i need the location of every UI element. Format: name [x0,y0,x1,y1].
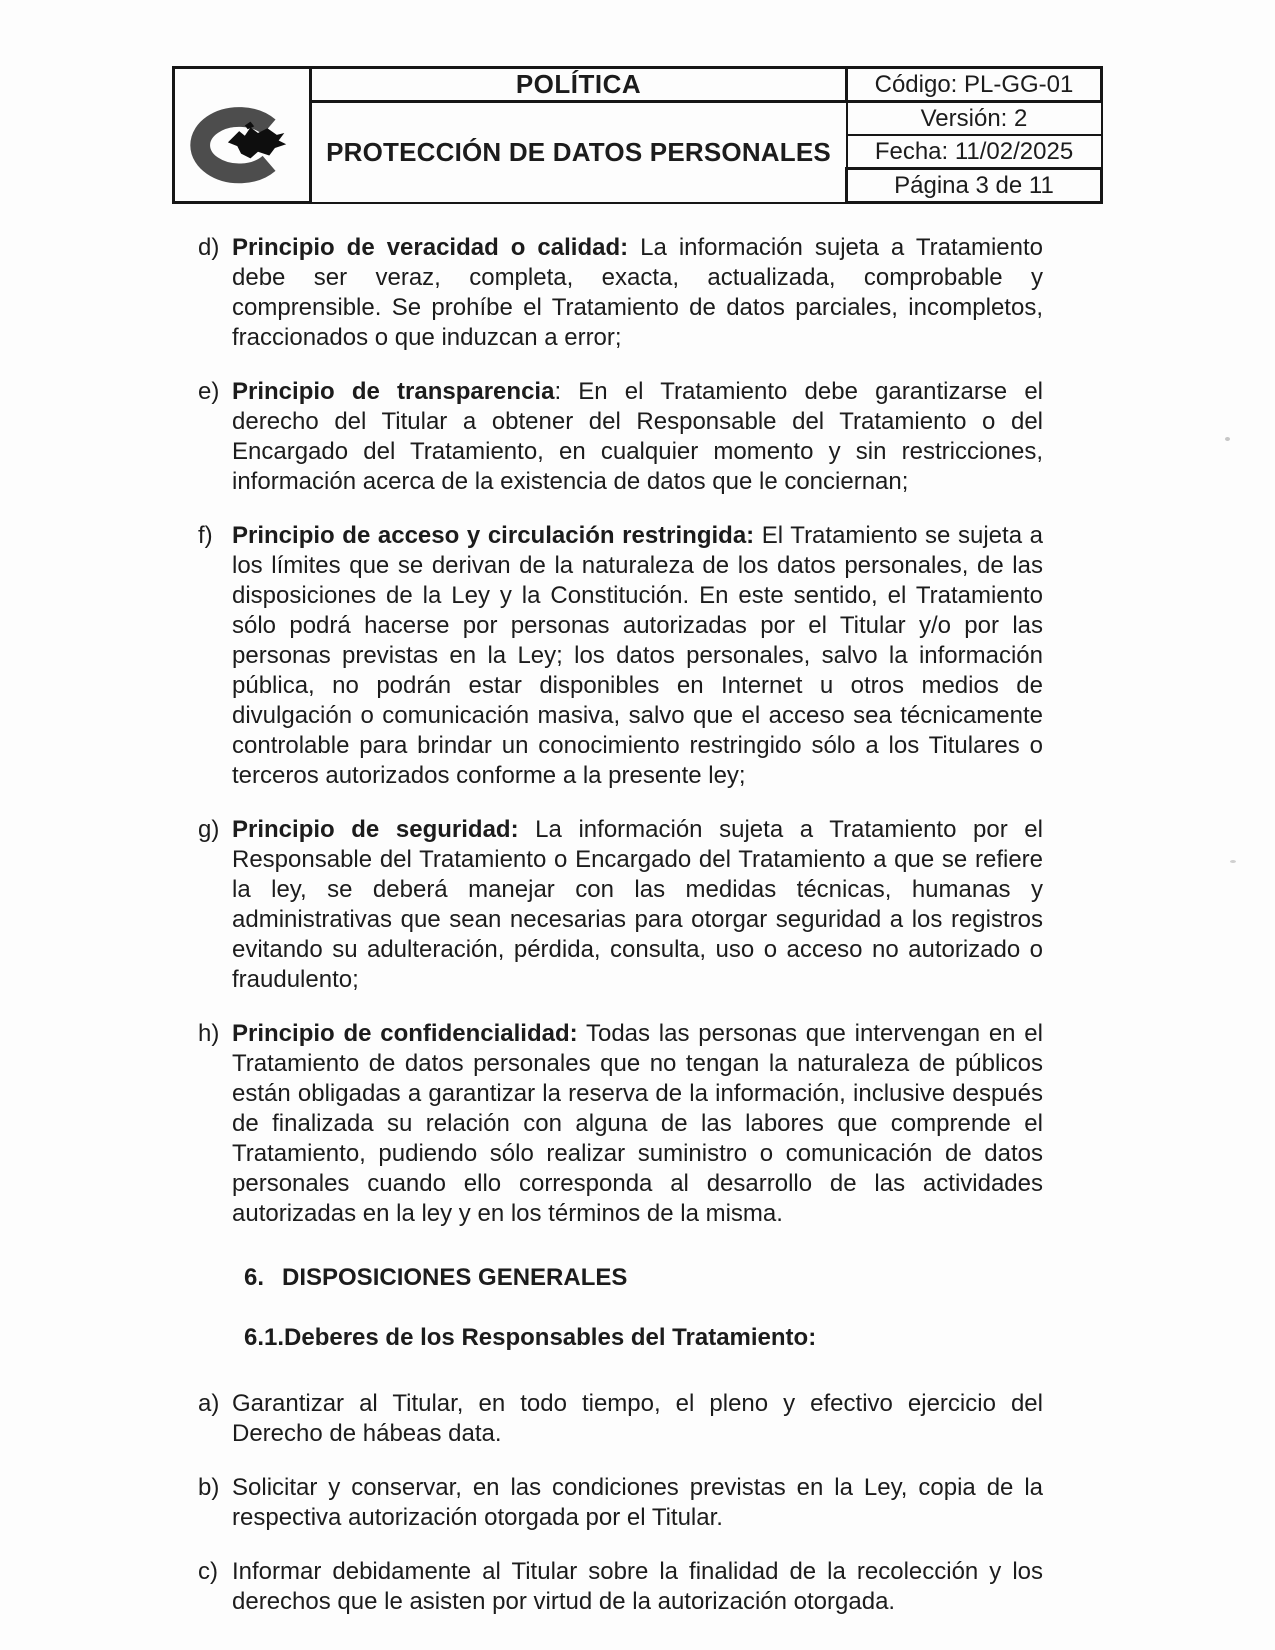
header-subtitle: PROTECCIÓN DE DATOS PERSONALES [311,102,847,203]
list-item-f [198,521,1043,791]
scan-speck [1230,860,1236,863]
scan-speck [1225,437,1230,441]
principle-body: Todas las personas que intervengan en el Tratamiento de datos personales que no tengan la naturaleza de públicos están obligadas a garantizar la reserva de la información, inclusive después de finalizada su relación con alguna de las labores que comprende el Tratamiento, pudiendo sólo realizar suministro o comunicación de datos personales cuando ello corresponda al desarrollo de las actividades autorizadas en la ley y en los términos de la misma. [232,1020,1043,1227]
list-item-a [198,1389,1043,1449]
principle-title: Principio de transparencia [232,378,555,405]
list-item-marker: g) [198,816,220,843]
principle-title: Principio de confidencialidad: [232,1020,578,1047]
list-item-text [232,233,1043,353]
list-item-marker: f) [198,522,213,549]
document-body [198,233,1043,1641]
list-item-marker: d) [198,234,220,261]
list-item-marker: a) [198,1390,220,1417]
list-item-text [232,377,1043,497]
principle-body: : En el Tratamiento debe garantizarse el derecho del Titular a obtener del Responsable del Tratamiento o del Encargado del Tratamiento, en cualquier momento y sin restricciones, información acerca de la existencia de datos que le conciernan; [232,378,1044,495]
list-item-marker: b) [198,1474,220,1501]
duties-list [198,1389,1043,1617]
list-item-h [198,1019,1043,1229]
header-codigo: Código: PL-GG-01 [847,68,1102,102]
principle-title: Principio de veracidad o calidad: [232,234,629,261]
list-item-e [198,377,1043,497]
list-item-d [198,233,1043,353]
section-heading [244,1263,1043,1293]
company-logo [179,69,305,196]
list-item-text [232,815,1043,995]
principles-list [198,233,1043,1229]
list-item-c [198,1557,1043,1617]
section-number: 6. [244,1264,265,1291]
list-item-g [198,815,1043,995]
list-item-b [198,1473,1043,1533]
header-fecha: Fecha: 11/02/2025 [847,135,1102,169]
principle-body: El Tratamiento se sujeta a los límites que se derivan de la naturaleza de los datos personales, de las disposiciones de la Ley y la Constitución. En este sentido, el Tratamiento sólo podrá hacerse por personas autorizadas por el Titular y/o por las personas previstas en la Ley; los datos personales, salvo la información pública, no podrán estar disponibles en Internet u otros medios de divulgación o comunicación masiva, salvo que el acceso sea técnicamente controlable para brindar un conocimiento restringido sólo a los Titulares o terceros autorizados conforme a la presente ley; [232,522,1043,789]
header-version: Versión: 2 [847,102,1102,136]
principle-body: La información sujeta a Tratamiento por el Responsable del Tratamiento o Encargado del Tratamiento a que se refiere la ley, se deberá manejar con las medidas técnicas, humanas y administrativas que sean necesarias para otorgar seguridad a los registros evitando su adulteración, pérdida, consulta, uso o acceso no autorizado o fraudulento; [232,816,1043,993]
list-item-marker: h) [198,1020,220,1047]
list-item-text: Solicitar y conservar, en las condiciones previstas en la Ley, copia de la respectiva autorización otorgada por el Titular. [232,1474,1043,1531]
document-header-table [172,66,1103,204]
principle-title: Principio de seguridad: [232,816,519,843]
list-item-text [232,1019,1043,1229]
list-item-text: Garantizar al Titular, en todo tiempo, el pleno y efectivo ejercicio del Derecho de hábeas data. [232,1390,1043,1447]
list-item-marker: c) [198,1558,218,1585]
header-pagina: Página 3 de 11 [847,169,1102,203]
header-title: POLÍTICA [311,68,847,102]
logo-cell [174,68,311,203]
list-item-text: Informar debidamente al Titular sobre la finalidad de la recolección y los derechos que le asisten por virtud de la autorización otorgada. [232,1558,1043,1615]
principle-title: Principio de acceso y circulación restringida: [232,522,755,549]
section-title: DISPOSICIONES GENERALES [282,1264,628,1291]
list-item-marker: e) [198,378,220,405]
list-item-text [232,521,1043,791]
principle-body: La información sujeta a Tratamiento debe ser veraz, completa, exacta, actualizada, comprobable y comprensible. Se prohíbe el Tratamiento de datos parciales, incompletos, fraccionados o que induzcan a error; [232,234,1043,351]
subsection-heading: 6.1.Deberes de los Responsables del Tratamiento: [244,1324,817,1351]
logo-c-icon [179,69,305,196]
